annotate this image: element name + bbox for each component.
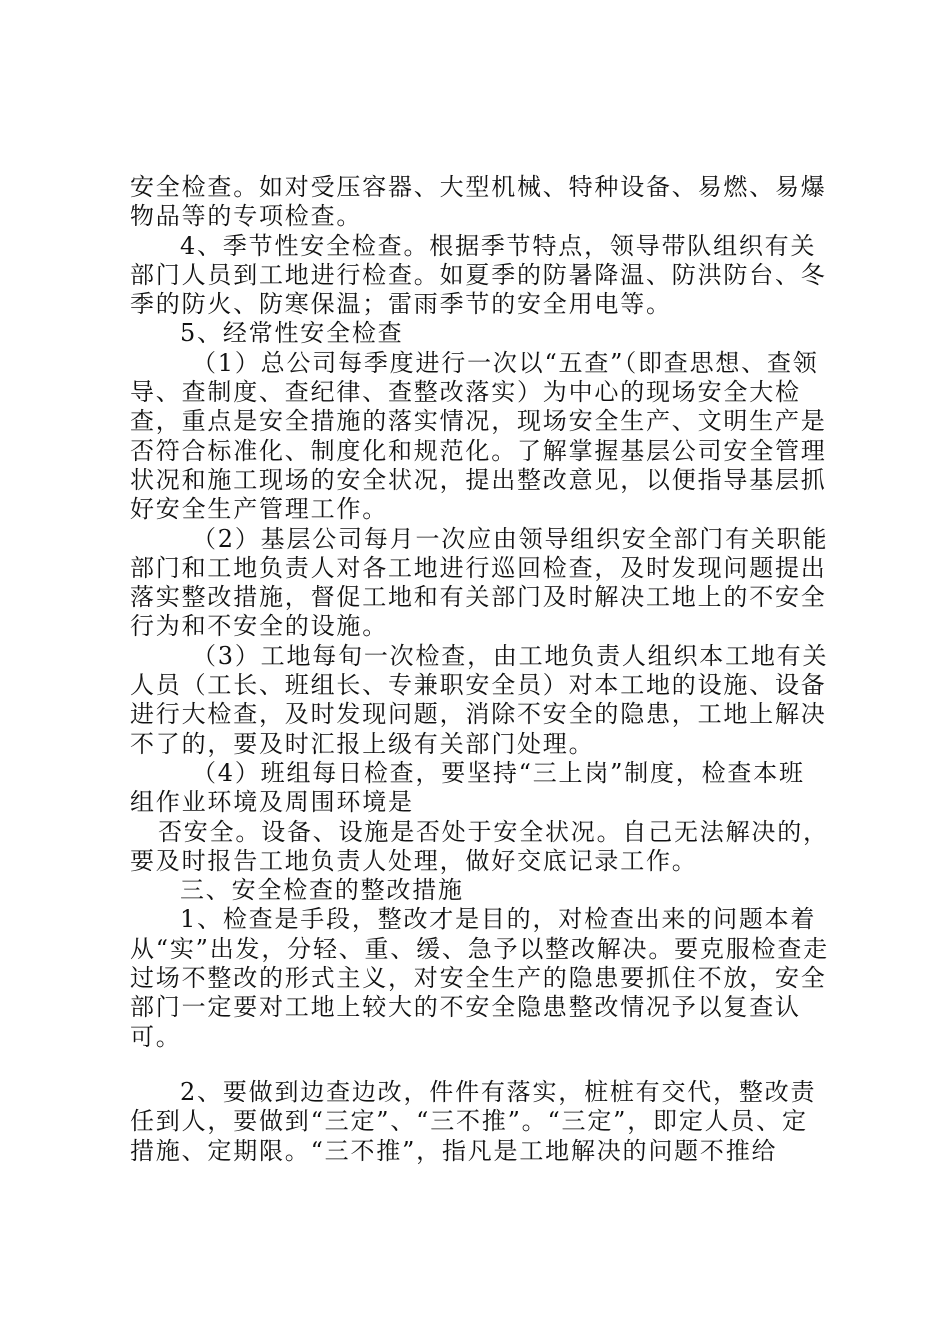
document-body <box>130 173 830 1166</box>
paragraph-rectification-2: 2、要做到边查边改，件件有落实，桩桩有交代，整改责任到人，要做到“三定”、“三不推”。“三定”，即定人员、定措施、定期限。“三不推”，指凡是工地解决的问题不推给 <box>130 1077 817 1165</box>
paragraph-special-inspection: 安全检查。如对受压容器、大型机械、特种设备、易燃、易爆物品等的专项检查。 <box>130 173 827 231</box>
paragraph-seasonal-inspection: 4、季节性安全检查。根据季节特点，领导带队组织有关部门人员到工地进行检查。如夏季的防暑降温、防洪防台、冬季的防火、防寒保温；雷雨季节的安全用电等。 <box>130 231 827 319</box>
section-heading-rectification: 三、安全检查的整改措施 <box>180 876 464 905</box>
paragraph-routine-inspection-heading: 5、经常性安全检查 <box>180 319 404 348</box>
blank-line <box>130 1052 830 1078</box>
paragraph-team-daily: （4）班组每日检查，要坚持“三上岗”制度，检查本班组作业环境及周围环境是 <box>130 758 805 817</box>
paragraph-team-daily-continued: 否安全。设备、设施是否处于安全状况。自己无法解决的，要及时报告工地负责人处理，做好交底记录工作。 <box>130 817 829 875</box>
paragraph-site-ten-day: （3）工地每旬一次检查，由工地负责人组织本工地有关人员（工长、班组长、专兼职安全员）对本工地的设施、设备进行大检查，及时发现问题，消除不安全的隐患，工地上解决不了的，要及时汇报上级有关部门处理。 <box>130 641 829 758</box>
paragraph-branch-monthly: （2）基层公司每月一次应由领导组织安全部门有关职能部门和工地负责人对各工地进行巡回检查，及时发现问题提出落实整改措施，督促工地和有关部门及时解决工地上的不安全行为和不安全的设施。 <box>130 524 829 641</box>
paragraph-rectification-1: 1、检查是手段，整改才是目的，对检查出来的问题本着从“实”出发，分轻、重、缓、急予以整改解决。要克服检查走过场不整改的形式主义，对安全生产的隐患要抓住不放，安全部门一定要对工地上较大的不安全隐患整改情况予以复查认可。 <box>130 905 829 1051</box>
paragraph-company-quarterly: （1）总公司每季度进行一次以“五查”（即查思想、查领导、查制度、查纪律、查整改落实）为中心的现场安全大检查，重点是安全措施的落实情况，现场安全生产、文明生产是否符合标准化、制度化和规范化。了解掌握基层公司安全管理状况和施工现场的安全状况，提出整改意见，以便指导基层抓好安全生产管理工作。 <box>130 348 827 524</box>
